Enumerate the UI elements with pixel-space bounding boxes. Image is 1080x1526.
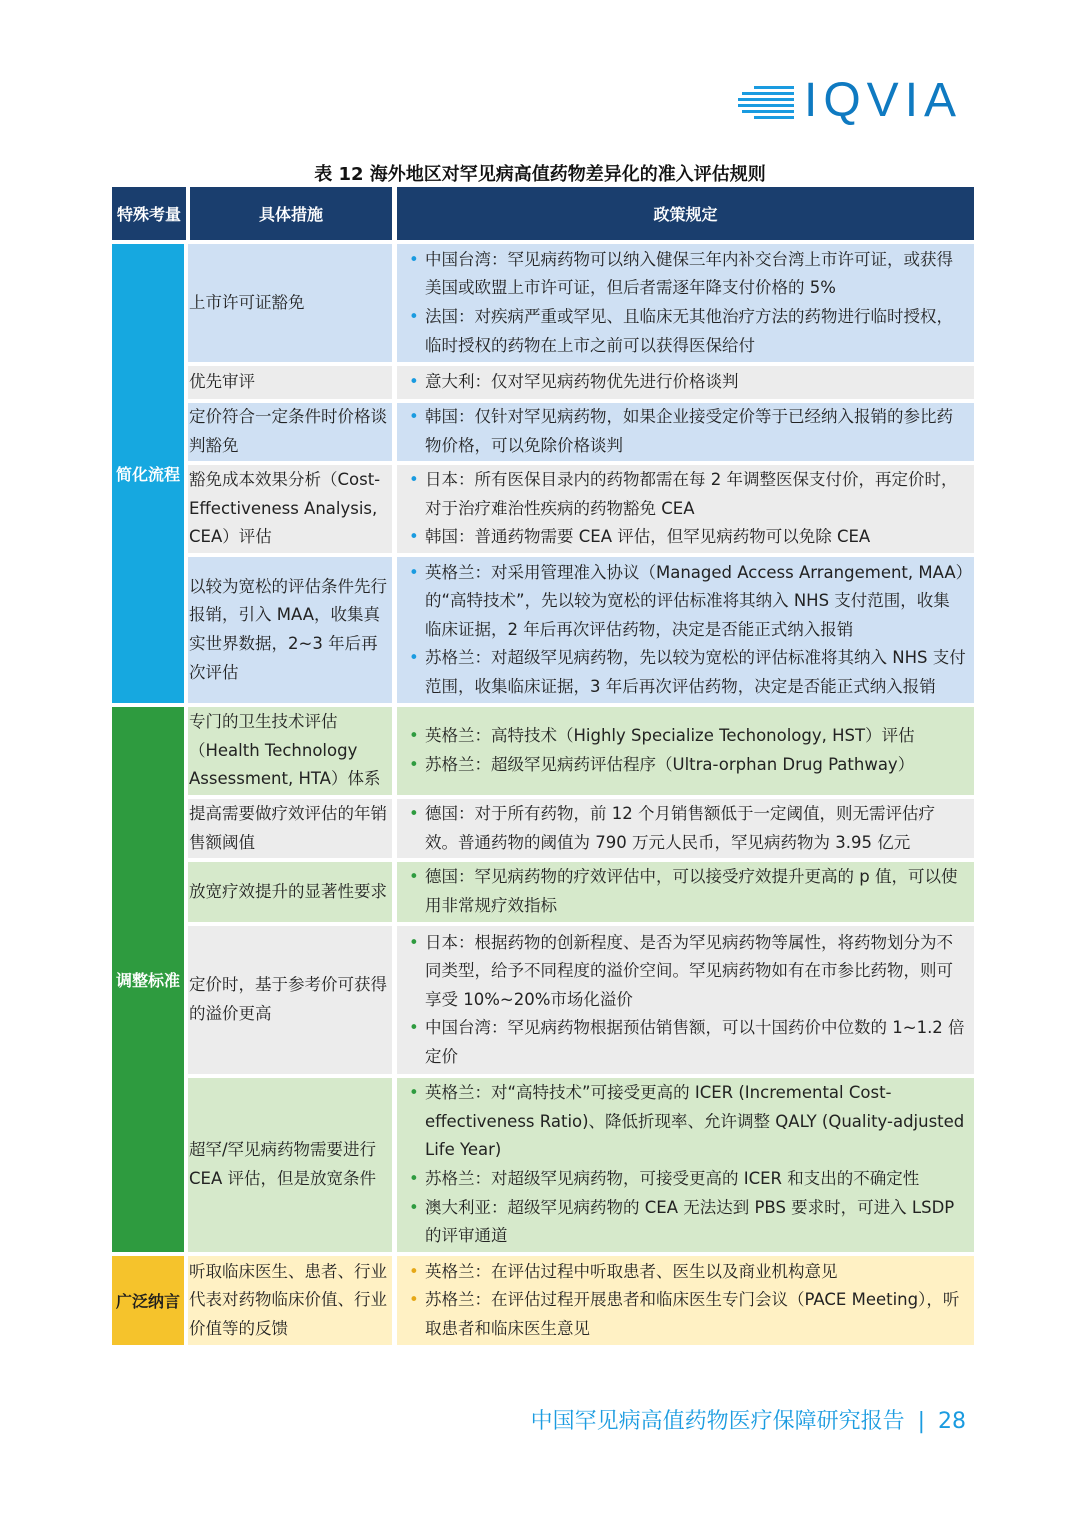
category-simplify: 简化流程 — [112, 244, 184, 703]
policy-item: • 日本：所有医保目录内的药物都需在每 2 年调整医保支付价，再定价时，对于治疗难治性疾病的药物豁免 CEA — [409, 466, 966, 523]
policy-item: • 澳大利亚：超级罕见病药物的 CEA 无法达到 PBS 要求时，可进入 LSDP 的评审通道 — [409, 1194, 966, 1251]
measure-cell: 超罕/罕见病药物需要进行 CEA 评估，但是放宽条件 — [188, 1078, 392, 1252]
policy-item: • 苏格兰：对超级罕见病药物，可接受更高的 ICER 和支出的不确定性 — [409, 1165, 966, 1194]
policy-item: • 英格兰：在评估过程中听取患者、医生以及商业机构意见 — [409, 1258, 966, 1287]
policy-cell — [397, 707, 974, 795]
measure-cell: 放宽疗效提升的显著性要求 — [188, 862, 392, 922]
measure-cell: 定价符合一定条件时价格谈判豁免 — [188, 403, 392, 461]
policy-item: • 德国：罕见病药物的疗效评估中，可以接受疗效提升更高的 p 值，可以使用非常规疗效指标 — [409, 863, 966, 920]
policy-item: • 中国台湾：罕见病药物根据预估销售额，可以十国药价中位数的 1~1.2 倍定价 — [409, 1014, 966, 1071]
policy-item: • 苏格兰：对超级罕见病药物，先以较为宽松的评估标准将其纳入 NHS 支付范围，收集临床证据，3 年后再次评估药物，决定是否能正式纳入报销 — [409, 644, 966, 701]
report-title: 中国罕见病高值药物医疗保障研究报告 — [530, 1409, 905, 1434]
category-broad-input: 广泛纳言 — [112, 1256, 184, 1345]
table-caption: 表 12 海外地区对罕见病高值药物差异化的准入评估规则 — [314, 164, 766, 185]
policy-item: • 英格兰：对“高特技术”可接受更高的 ICER (Incremental Cost-effectiveness Ratio)、降低折现率、允许调整 QALY (Quality-adjusted Life Year) — [409, 1079, 966, 1165]
policy-item: • 德国：对于所有药物，前 12 个月销售额低于一定阈值，则无需评估疗效。普通药物的阈值为 790 万元人民币，罕见病药物为 3.95 亿元 — [409, 800, 966, 857]
policy-cell — [397, 244, 974, 362]
measure-cell: 提高需要做疗效评估的年销售额阈值 — [188, 799, 392, 858]
policy-item: • 苏格兰：超级罕见病药评估程序（Ultra-orphan Drug Pathway） — [409, 751, 966, 780]
category-adjust: 调整标准 — [112, 707, 184, 1252]
footer-separator: | — [917, 1409, 925, 1434]
measure-cell: 豁免成本效果分析（Cost-Effectiveness Analysis, CEA）评估 — [188, 465, 392, 553]
policy-item: • 意大利：仅对罕见病药物优先进行价格谈判 — [409, 368, 966, 397]
policy-item: • 英格兰：对采用管理准入协议（Managed Access Arrangement, MAA）的“高特技术”，先以较为宽松的评估标准将其纳入 NHS 支付范围，收集临床证据，2 年后再次评估药物，决定是否能正式纳入报销 — [409, 559, 966, 645]
measure-cell: 专门的卫生技术评估（Health Technology Assessment, HTA）体系 — [188, 707, 392, 795]
header-category: 特殊考量 — [112, 187, 186, 240]
measure-cell: 以较为宽松的评估条件先行报销，引入 MAA，收集真实世界数据，2~3 年后再次评估 — [188, 557, 392, 703]
policy-item: • 苏格兰：在评估过程开展患者和临床医生专门会议（PACE Meeting），听取患者和临床医生意见 — [409, 1286, 966, 1343]
striped-bars-icon — [738, 80, 804, 126]
header-policy: 政策规定 — [397, 187, 974, 240]
measure-cell: 优先审评 — [188, 366, 392, 399]
policy-cell — [397, 465, 974, 553]
iqvia-logo — [738, 74, 968, 127]
header-measure: 具体措施 — [190, 187, 392, 240]
policy-item: • 英格兰：高特技术（Highly Specialize Techonology, HST）评估 — [409, 722, 966, 751]
policy-item: • 日本：根据药物的创新程度、是否为罕见病药物等属性，将药物划分为不同类型，给予不同程度的溢价空间。罕见病药物如有在市参比药物，则可享受 10%~20%市场化溢价 — [409, 929, 966, 1015]
policy-item: • 中国台湾：罕见病药物可以纳入健保三年内补交台湾上市许可证，或获得美国或欧盟上市许可证，但后者需逐年降支付价格的 5% — [409, 246, 966, 303]
policy-cell — [397, 926, 974, 1074]
page-footer — [500, 1404, 966, 1435]
policy-cell — [397, 862, 974, 922]
policy-item: • 韩国：普通药物需要 CEA 评估，但罕见病药物可以免除 CEA — [409, 523, 966, 552]
policy-item: • 法国：对疾病严重或罕见、且临床无其他治疗方法的药物进行临时授权，临时授权的药物在上市之前可以获得医保给付 — [409, 303, 966, 360]
page-number: 28 — [938, 1409, 966, 1434]
measure-cell: 上市许可证豁免 — [188, 244, 392, 362]
measure-cell: 听取临床医生、患者、行业代表对药物临床价值、行业价值等的反馈 — [188, 1256, 392, 1345]
policy-cell — [397, 366, 974, 399]
policy-cell — [397, 1078, 974, 1252]
logo-text: IQVIA — [804, 74, 963, 127]
policy-cell — [397, 557, 974, 703]
policy-cell — [397, 799, 974, 858]
policy-cell — [397, 1256, 974, 1345]
policy-item: • 韩国：仅针对罕见病药物，如果企业接受定价等于已经纳入报销的参比药物价格，可以免除价格谈判 — [409, 403, 966, 460]
measure-cell: 定价时，基于参考价可获得的溢价更高 — [188, 926, 392, 1074]
policy-cell — [397, 403, 974, 461]
